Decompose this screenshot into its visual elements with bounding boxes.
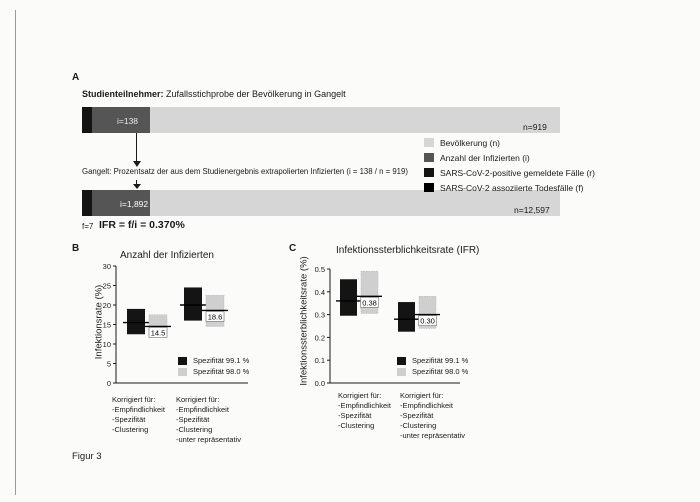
median-label: 0.30 (420, 316, 435, 326)
extrapolation-text: Gangelt: Prozentsatz der aus dem Studienergebnis extrapolierten Infizierten (i = 138 / n = 919) (82, 167, 408, 176)
legend-label-deaths: SARS-CoV-2 assoziierte Todesfälle (f) (440, 182, 584, 193)
median-label: 18.6 (207, 312, 223, 322)
population-label-gangelt: n=12,597 (514, 205, 550, 215)
chart-c-legend-label-991: Spezifität 99.1 % (412, 356, 469, 365)
chart-c-legend-item-991 (397, 355, 468, 366)
legend-item-infected (424, 150, 595, 165)
box-spec-991 (398, 302, 415, 332)
chart-c-title: Infektionssterblichkeitsrate (IFR) (336, 245, 480, 256)
infected-label-study: i=138 (117, 116, 139, 126)
page-margin-line (15, 10, 16, 495)
chart-b-legend-item-980 (178, 366, 249, 377)
y-tick-label: 20 (102, 301, 111, 310)
box-spec-991 (340, 279, 357, 315)
population-bar-study (82, 107, 560, 133)
chart-b-legend-swatch-980 (178, 368, 187, 376)
y-tick-label: 0.2 (314, 333, 325, 343)
y-tick-label: 25 (102, 281, 111, 291)
legend-label-reported: SARS-CoV-2-positive gemeldete Fälle (r) (440, 167, 595, 178)
y-tick-label: 0 (106, 379, 111, 388)
chart-c-legend-item-980 (397, 366, 468, 377)
reported-bar-gangelt (82, 190, 92, 216)
figure-caption: Figur 3 (72, 451, 102, 462)
chart-c-legend-label-980: Spezifität 98.0 % (412, 367, 469, 376)
chart-c-legend-swatch-991 (397, 357, 406, 365)
box-spec-991 (184, 287, 202, 320)
chart-b-title: Anzahl der Infizierten (120, 250, 214, 261)
chart-b-legend-label-980: Spezifität 98.0 % (193, 367, 250, 376)
chart-b-legend (178, 355, 249, 377)
correction-notes: Korrigiert für: -Empfindlichkeit -Spezifität -Clustering (112, 395, 165, 434)
chart-b-legend-label-991: Spezifität 99.1 % (193, 356, 250, 365)
correction-notes: Korrigiert für: -Empfindlichkeit -Spezifität -Clustering -unter repräsentativ (400, 391, 466, 440)
fatalities-label: f=7 (82, 222, 94, 231)
legend-swatch-deaths (424, 183, 434, 192)
correction-notes: Korrigiert für: -Empfindlichkeit -Spezifität -Clustering -unter repräsentativ (176, 395, 242, 444)
y-tick-label: 0.5 (314, 265, 325, 274)
panel-b-letter: B (72, 243, 80, 254)
ifr-formula: IFR = f/i = 0.370% (99, 219, 185, 231)
infected-label-gangelt: i=1,892 (120, 199, 149, 209)
y-tick-label: 15 (102, 320, 111, 330)
y-tick-label: 0.3 (314, 310, 325, 320)
population-label-study: n=919 (523, 122, 547, 132)
small-arrowhead (133, 184, 141, 189)
legend-label-infected: Anzahl der Infizierten (i) (440, 152, 530, 163)
legend-swatch-infected (424, 153, 434, 162)
panel-a-letter: A (72, 72, 80, 83)
chart-c-ylabel: Infektionssterblichkeitsrate (%) (298, 256, 310, 386)
y-tick-label: 0.4 (314, 287, 325, 297)
infected-bar-study (82, 107, 150, 133)
box-spec-991 (127, 309, 145, 334)
extrapolation-arrow (136, 133, 137, 163)
median-label: 0.38 (362, 298, 377, 308)
panel-a-header-rest: Zufallsstichprobe der Bevölkerung in Gangelt (163, 89, 346, 99)
correction-notes: Korrigiert für: -Empfindlichkeit -Spezifität -Clustering (338, 391, 391, 430)
y-tick-label: 10 (102, 340, 111, 349)
reported-bar-study (82, 107, 92, 133)
y-tick-label: 0.1 (314, 356, 325, 366)
chart-c-legend-swatch-980 (397, 368, 406, 376)
median-label: 14.5 (150, 328, 166, 338)
panel-c-letter: C (289, 243, 297, 254)
legend-item-deaths (424, 180, 595, 195)
y-tick-label: 30 (102, 262, 111, 271)
y-tick-label: 0.0 (314, 379, 325, 388)
legend-label-population: Bevölkerung (n) (440, 137, 501, 148)
legend-swatch-reported (424, 168, 434, 177)
legend-swatch-population (424, 138, 434, 147)
y-tick-label: 5 (106, 359, 111, 369)
panel-a-header (82, 89, 346, 99)
legend-item-reported (424, 165, 595, 180)
panel-a-legend (424, 135, 595, 195)
chart-b-ylabel: Infektionsrate (%) (93, 284, 105, 360)
legend-item-population (424, 135, 595, 150)
panel-a-header-bold: Studienteilnehmer: (82, 89, 164, 99)
chart-b-legend-item-991 (178, 355, 249, 366)
chart-b-legend-swatch-991 (178, 357, 187, 365)
chart-c-legend (397, 355, 468, 377)
